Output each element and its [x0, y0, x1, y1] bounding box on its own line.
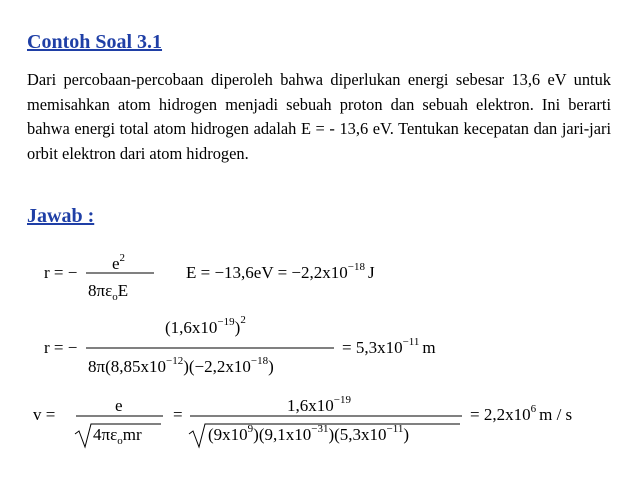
eq1-numerator: $e^2$	[112, 252, 126, 273]
eq2-text: $E = -13,6eV = -2,2x10^{-18}$ J	[186, 261, 375, 282]
example-title: Contoh Soal 3.1	[27, 31, 163, 53]
eq4-numerator: e	[115, 396, 123, 415]
eq4-result: = $2,2x10^6$ m / s	[470, 403, 573, 424]
answer-heading: Jawab :	[27, 205, 95, 227]
eq4-numerator2: $1,6x10^{-19}$	[287, 394, 351, 415]
equation-velocity	[33, 394, 572, 447]
equation-radius-result	[44, 314, 436, 376]
equation-radius-formula	[44, 252, 154, 303]
problem-statement: Dari percobaan-percobaan diperoleh bahwa diperlukan energi sebesar 13,6 eV untuk memisahkan atom hidrogen menjadi sebuah proton dan sebuah elektron. Ini berarti bahwa energi total atom hidrogen adalah E = - 13,6 eV. Tentukan kecepatan dan jari-jari orbit elektron dari atom hidrogen.	[27, 70, 611, 163]
eq4-equals: =	[173, 405, 183, 424]
eq1-lhs: r = −	[44, 263, 78, 282]
eq3-denominator: $8\pi(8,85x10^{-12})(-2,2x10^{-18})$	[88, 355, 274, 376]
eq1-denominator: $8\pi\varepsilon_oE$	[88, 281, 129, 303]
eq4-denominator: $4\pi\varepsilon_omr$	[93, 425, 142, 447]
eq4-lhs: v =	[33, 405, 56, 424]
eq3-numerator: $(1,6x10^{-19})^2$	[165, 314, 246, 337]
eq3-result: = $5,3x10^{-11}$ m	[342, 336, 436, 357]
equation-energy	[186, 261, 375, 282]
eq3-lhs: r = −	[44, 338, 78, 357]
eq4-denominator2: $(9x10^9)(9,1x10^{-31})(5,3x10^{-11})$	[208, 423, 410, 444]
